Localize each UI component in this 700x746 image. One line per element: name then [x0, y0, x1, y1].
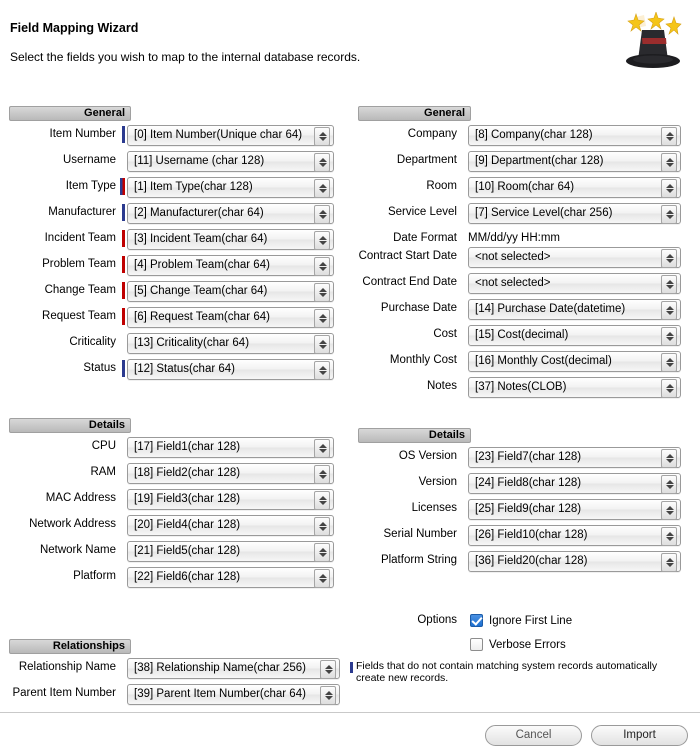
select-value: [36] Field20(char 128) [475, 555, 588, 567]
magic-hat-icon [620, 12, 686, 72]
row-label: Network Address [29, 518, 116, 530]
select-value: [21] Field5(char 128) [134, 545, 241, 557]
select-value: <not selected> [475, 251, 551, 263]
select-value: [6] Request Team(char 64) [134, 311, 270, 323]
row-label: Manufacturer [48, 206, 116, 218]
row-network-name [9, 541, 334, 562]
select-value: [11] Username (char 128) [134, 155, 265, 167]
row-label: Item Number [49, 128, 116, 140]
row-criticality [9, 333, 334, 354]
row-label: Incident Team [44, 232, 116, 244]
row-cost [358, 325, 683, 346]
required-marker [122, 282, 125, 299]
row-problem-team [9, 255, 334, 276]
chevron-updown-icon[interactable] [661, 327, 677, 346]
chevron-updown-icon[interactable] [661, 205, 677, 224]
row-label: Platform String [380, 554, 457, 566]
row-label: RAM [90, 466, 116, 478]
row-platform [9, 567, 334, 588]
row-room [358, 177, 683, 198]
chevron-updown-icon[interactable] [661, 153, 677, 172]
page-title: Field Mapping Wizard [10, 21, 139, 35]
chevron-updown-icon[interactable] [661, 301, 677, 320]
select-os-version[interactable] [468, 447, 681, 468]
select-value: [4] Problem Team(char 64) [134, 259, 270, 271]
row-label: MAC Address [45, 492, 116, 504]
section-header-right-general: General [358, 106, 471, 121]
row-label: Platform [73, 570, 116, 582]
row-request-team [9, 307, 334, 328]
select-value: [20] Field4(char 128) [134, 519, 241, 531]
row-ram [9, 463, 334, 484]
row-username [9, 151, 334, 172]
row-label: Contract End Date [362, 276, 457, 288]
row-label: Parent Item Number [12, 687, 116, 699]
row-label: Serial Number [383, 528, 457, 540]
row-options [358, 611, 683, 632]
select-value: [16] Monthly Cost(decimal) [475, 355, 612, 367]
select-relationship-name[interactable] [127, 658, 340, 679]
select-version[interactable] [468, 473, 681, 494]
select-purchase-date[interactable] [468, 299, 681, 320]
select-department[interactable] [468, 151, 681, 172]
row-version [358, 473, 683, 494]
row-item-type [9, 177, 334, 198]
select-value: [15] Cost(decimal) [475, 329, 569, 341]
checkbox-verbose-errors[interactable] [470, 638, 483, 651]
select-platform-string[interactable] [468, 551, 681, 572]
chevron-updown-icon[interactable] [661, 475, 677, 494]
row-label: Notes [426, 380, 457, 392]
row-label: Criticality [69, 336, 116, 348]
chevron-updown-icon[interactable] [320, 686, 336, 705]
checkbox-label-verbose-errors[interactable]: Verbose Errors [489, 639, 566, 651]
row-label: Service Level [387, 206, 457, 218]
select-notes[interactable] [468, 377, 681, 398]
row-label: Cost [433, 328, 457, 340]
chevron-updown-icon[interactable] [661, 127, 677, 146]
select-cost[interactable] [468, 325, 681, 346]
row-label: Room [426, 180, 457, 192]
row-label: Username [62, 154, 116, 166]
row-label: OS Version [398, 450, 457, 462]
row-change-team [9, 281, 334, 302]
select-company[interactable] [468, 125, 681, 146]
select-value: [8] Company(char 128) [475, 129, 593, 141]
select-value: [7] Service Level(char 256) [475, 207, 613, 219]
select-value: [9] Department(char 128) [475, 155, 604, 167]
row-label: Relationship Name [18, 661, 116, 673]
select-contract-start-date[interactable] [468, 247, 681, 268]
select-value: [18] Field2(char 128) [134, 467, 241, 479]
required-marker [122, 204, 125, 221]
row-label: Monthly Cost [389, 354, 457, 366]
row-monthly-cost [358, 351, 683, 372]
section-header-relationships: Relationships [9, 639, 131, 654]
select-value: [0] Item Number(Unique char 64) [134, 129, 303, 141]
select-serial-number[interactable] [468, 525, 681, 546]
chevron-updown-icon[interactable] [661, 249, 677, 268]
chevron-updown-icon[interactable] [661, 527, 677, 546]
options-note: Fields that do not contain matching system records automatically create new records. [356, 660, 658, 684]
select-service-level[interactable] [468, 203, 681, 224]
select-value: [1] Item Type(char 128) [134, 181, 253, 193]
row-label: Network Name [39, 544, 116, 556]
footer-divider [0, 712, 700, 713]
row-contract-start-date [358, 247, 683, 268]
select-platform[interactable] [127, 567, 334, 588]
select-value: [26] Field10(char 128) [475, 529, 588, 541]
chevron-updown-icon[interactable] [661, 379, 677, 398]
select-value: [23] Field7(char 128) [475, 451, 582, 463]
chevron-updown-icon[interactable] [320, 660, 336, 679]
select-value: [22] Field6(char 128) [134, 571, 241, 583]
row-label: Request Team [42, 310, 116, 322]
select-value: [25] Field9(char 128) [475, 503, 582, 515]
row-label: Version [418, 476, 457, 488]
select-value: <not selected> [475, 277, 551, 289]
chevron-updown-icon[interactable] [661, 449, 677, 468]
page-subtitle: Select the fields you wish to map to the internal database records. [10, 50, 361, 64]
import-button[interactable]: Import [591, 725, 688, 746]
row-label: Status [83, 362, 116, 374]
select-value: [14] Purchase Date(datetime) [475, 303, 626, 315]
row-label: Purchase Date [380, 302, 457, 314]
row-label: Department [396, 154, 457, 166]
select-contract-end-date[interactable] [468, 273, 681, 294]
select-value: [3] Incident Team(char 64) [134, 233, 268, 245]
select-value: [10] Room(char 64) [475, 181, 575, 193]
chevron-updown-icon[interactable] [661, 501, 677, 520]
required-marker [122, 126, 125, 143]
row-label: CPU [91, 440, 116, 452]
row-label: Item Type [65, 180, 116, 192]
required-marker [122, 230, 125, 247]
select-value: [19] Field3(char 128) [134, 493, 241, 505]
select-value: [2] Manufacturer(char 64) [134, 207, 264, 219]
row-platform-string [358, 551, 683, 572]
chevron-updown-icon[interactable] [661, 353, 677, 372]
select-value: [38] Relationship Name(char 256) [134, 662, 306, 674]
select-value: [12] Status(char 64) [134, 363, 235, 375]
row-mac-address [9, 489, 334, 510]
select-monthly-cost[interactable] [468, 351, 681, 372]
date-format-value: MM/dd/yy HH:mm [468, 232, 560, 244]
row-label: Date Format [393, 232, 457, 244]
chevron-updown-icon[interactable] [661, 553, 677, 572]
required-marker [122, 256, 125, 273]
select-licenses[interactable] [468, 499, 681, 520]
section-header-left-general: General [9, 106, 131, 121]
row-cpu [9, 437, 334, 458]
select-value: [5] Change Team(char 64) [134, 285, 268, 297]
options-label: Options [417, 614, 457, 626]
checkbox-ignore-first-line[interactable] [470, 614, 483, 627]
select-value: [24] Field8(char 128) [475, 477, 582, 489]
row-service-level [358, 203, 683, 224]
required-marker-legend [350, 662, 353, 673]
select-parent-item-number[interactable] [127, 684, 340, 705]
chevron-updown-icon[interactable] [314, 569, 330, 588]
row-os-version [358, 447, 683, 468]
checkbox-label-ignore-first-line[interactable]: Ignore First Line [489, 615, 573, 627]
required-marker [122, 308, 125, 325]
required-marker [120, 178, 125, 195]
select-value: [17] Field1(char 128) [134, 441, 241, 453]
row-label: Change Team [44, 284, 116, 296]
section-header-right-details: Details [358, 428, 471, 443]
select-room[interactable] [468, 177, 681, 198]
row-purchase-date [358, 299, 683, 320]
row-serial-number [358, 525, 683, 546]
row-network-address [9, 515, 334, 536]
chevron-updown-icon[interactable] [661, 275, 677, 294]
row-status [9, 359, 334, 380]
row-label: Licenses [411, 502, 457, 514]
row-department [358, 151, 683, 172]
row-notes [358, 377, 683, 398]
row-label: Company [407, 128, 457, 140]
row-contract-end-date [358, 273, 683, 294]
row-licenses [358, 499, 683, 520]
section-header-left-details: Details [9, 418, 131, 433]
row-verbose-errors [358, 635, 683, 656]
chevron-updown-icon[interactable] [661, 179, 677, 198]
row-label: Problem Team [42, 258, 116, 270]
row-relationship-name [9, 658, 334, 679]
cancel-button[interactable]: Cancel [485, 725, 582, 746]
row-manufacturer [9, 203, 334, 224]
row-incident-team [9, 229, 334, 250]
row-company [358, 125, 683, 146]
select-value: [39] Parent Item Number(char 64) [134, 688, 306, 700]
row-parent-item-number [9, 684, 334, 705]
select-value: [37] Notes(CLOB) [475, 381, 567, 393]
select-value: [13] Criticality(char 64) [134, 337, 250, 349]
row-item-number [9, 125, 334, 146]
required-marker [122, 360, 125, 377]
row-label: Contract Start Date [358, 250, 457, 262]
